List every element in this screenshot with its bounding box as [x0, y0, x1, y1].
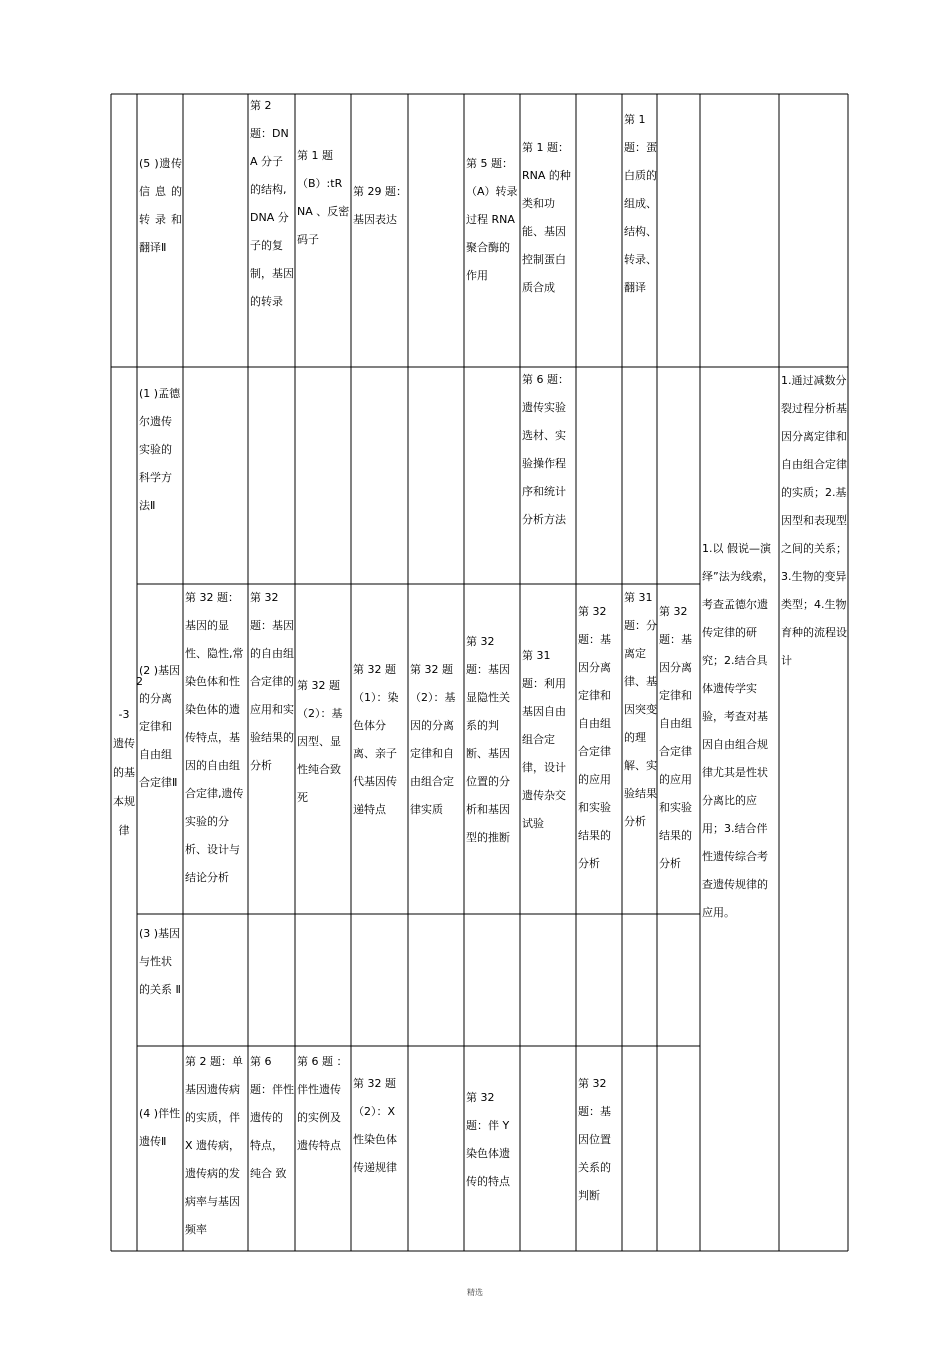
r1-col7: 第 5 题：（A）转录过程 RNA 聚合酶的作用	[466, 157, 518, 282]
r3-col7: 第 32 题：基因显隐性关系的判断、基因位置的分析和基因型的推断	[466, 635, 510, 844]
r3-col6: 第 32 题（2）：基因的分离定律和自由组合定律实质	[410, 663, 456, 816]
r1-subtopic: (5 )遗传信息的转录和翻译Ⅱ	[139, 157, 182, 254]
page-number: 精选	[467, 1288, 483, 1297]
r1-col10: 第 1 题：蛋白质的组成、结构、转录、翻译	[624, 113, 657, 294]
r3-col10: 第 31 题：分离定律、基因突变的理解、实验结果分析	[624, 591, 657, 828]
notes-column: 1.通过减数分裂过程分析基因分离定律和自由组合定律的实质；2.基因型和表现型之间的关系；3.生物的变异类型；4.生物育种的流程设计	[781, 374, 847, 667]
r3-col11: 第 32 题：基因分离定律和自由组合定律的应用和实验结果的分析	[659, 605, 692, 870]
r5-col2: 第 2 题：单基因遗传病的实质，伴 X 遗传病，遗传病的发病率与基因频率	[185, 1055, 243, 1236]
r3-subtopic: (2 )基因的分离定律和自由组合定律Ⅱ	[139, 664, 181, 789]
r5-col5: 第 32 题（2）：X 性染色体传递规律	[353, 1077, 397, 1174]
r3-col4: 第 32 题（2）：基因型、显性纯合致死	[297, 679, 343, 804]
r3-col8: 第 31 题：利用基因自由组合定律，设计遗传杂交试验	[522, 649, 566, 830]
r5-col9: 第 32 题：基因位置关系的判断	[578, 1077, 611, 1202]
r3-col2: 第 32 题：基因的显性、隐性,常染色体和性染色体的遗传特点，基因的自由组合定律,遗传实验的分析、设计与结论分析	[185, 591, 244, 884]
r5-col3: 第 6 题：伴性遗传的 特点， 纯合 致	[250, 1055, 294, 1180]
r2-subtopic: (1 )孟德尔遗传实验的科学方法Ⅱ	[139, 387, 181, 512]
r1-col4: 第 1 题（B）:tRNA 、反密码子	[297, 149, 350, 246]
r5-col7: 第 32 题：伴 Y 染色体遗传的特点	[466, 1091, 510, 1188]
r3-col3: 第 32 题：基因的自由组合定律的应用和实验结果的分析	[250, 591, 294, 772]
group-label: -3 遗传的基本规律	[113, 708, 135, 837]
r3-col5: 第 32 题（1）：染色体分离、亲子代基因传递特点	[353, 663, 399, 816]
r5-subtopic: (4 )伴性遗传Ⅱ	[139, 1107, 181, 1148]
r1-col8: 第 1 题： RNA 的种类和功能、基因控制蛋白质合成	[522, 141, 571, 294]
r5-col4: 第 6 题 ：伴性遗传的实例及遗传特点	[297, 1055, 348, 1152]
r3-subtopic-mark: 2	[136, 675, 143, 688]
r3-col9: 第 32 题：基因分离定律和自由组合定律的应用和实验结果的分析	[578, 605, 611, 870]
r1-col3: 第 2 题：DNA 分子的结构, DNA 分子的复制，基因的转录	[250, 99, 294, 308]
r4-subtopic: (3 )基因与性状的关系 Ⅱ	[139, 927, 181, 996]
r1-col5: 第 29 题：基因表达	[353, 185, 407, 226]
r2-col8: 第 6 题：遗传实验选材、实验操作程序和统计分析方法	[522, 373, 569, 526]
strategy-column: 1.以 假说—演绎”法为线索，考查孟德尔遗传定律的研究；2.结合具体遗传学实验，考查对基因自由组合规律尤其是性状分离比的应用；3.结合伴性遗传综合考查遗传规律的应用。	[702, 542, 774, 919]
